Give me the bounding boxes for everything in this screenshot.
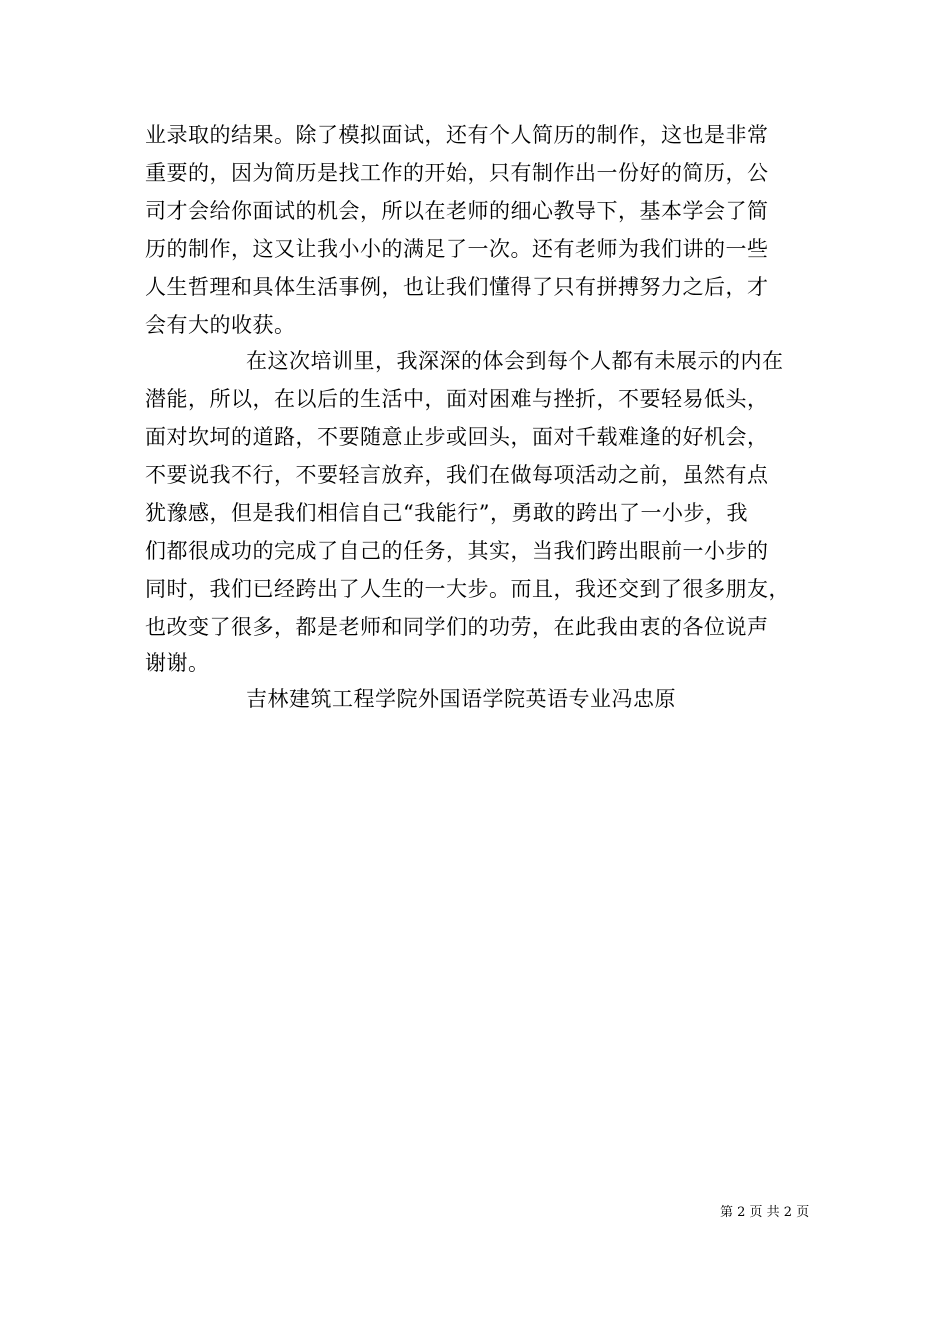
paragraph-2-line-9: 谢谢。 [145,651,210,675]
paragraph-1-line-5: 人生哲理和具体生活事例，也让我们懂得了只有拼搏努力之后，才 [145,275,769,299]
paragraph-2-line-3: 面对坎坷的道路，不要随意止步或回头，面对千载难逢的好机会， [145,425,769,449]
page-footer: 第 2 页 共 2 页 [720,1205,810,1220]
paragraph-2-line-2: 潜能，所以，在以后的生活中，面对困难与挫折，不要轻易低头， [145,387,769,411]
paragraph-2-line-8: 也改变了很多，都是老师和同学们的功劳，在此我由衷的各位说声 [145,615,769,639]
paragraph-1-line-1: 业录取的结果。除了模拟面试，还有个人简历的制作，这也是非常 [145,123,769,147]
paragraph-1-line-3: 司才会给你面试的机会，所以在老师的细心教导下，基本学会了简 [145,199,769,223]
paragraph-1-line-4: 历的制作，这又让我小小的满足了一次。还有老师为我们讲的一些 [145,237,769,261]
signature: 吉林建筑工程学院外国语学院英语专业冯忠原 [246,687,676,711]
paragraph-2-line-7: 同时，我们已经跨出了人生的一大步。而且，我还交到了很多朋友， [145,577,790,601]
paragraph-2-line-5: 犹豫感，但是我们相信自己“我能行”，勇敢的跨出了一小步，我 [145,501,748,525]
paragraph-2-line-1: 在这次培训里，我深深的体会到每个人都有未展示的内在 [246,349,784,373]
paragraph-2-line-6: 们都很成功的完成了自己的任务，其实，当我们跨出眼前一小步的 [145,539,769,563]
paragraph-2-line-4: 不要说我不行，不要轻言放弃，我们在做每项活动之前，虽然有点 [145,463,769,487]
paragraph-1-line-2: 重要的，因为简历是找工作的开始，只有制作出一份好的简历，公 [145,161,769,185]
paragraph-1-line-6: 会有大的收获。 [145,313,296,337]
